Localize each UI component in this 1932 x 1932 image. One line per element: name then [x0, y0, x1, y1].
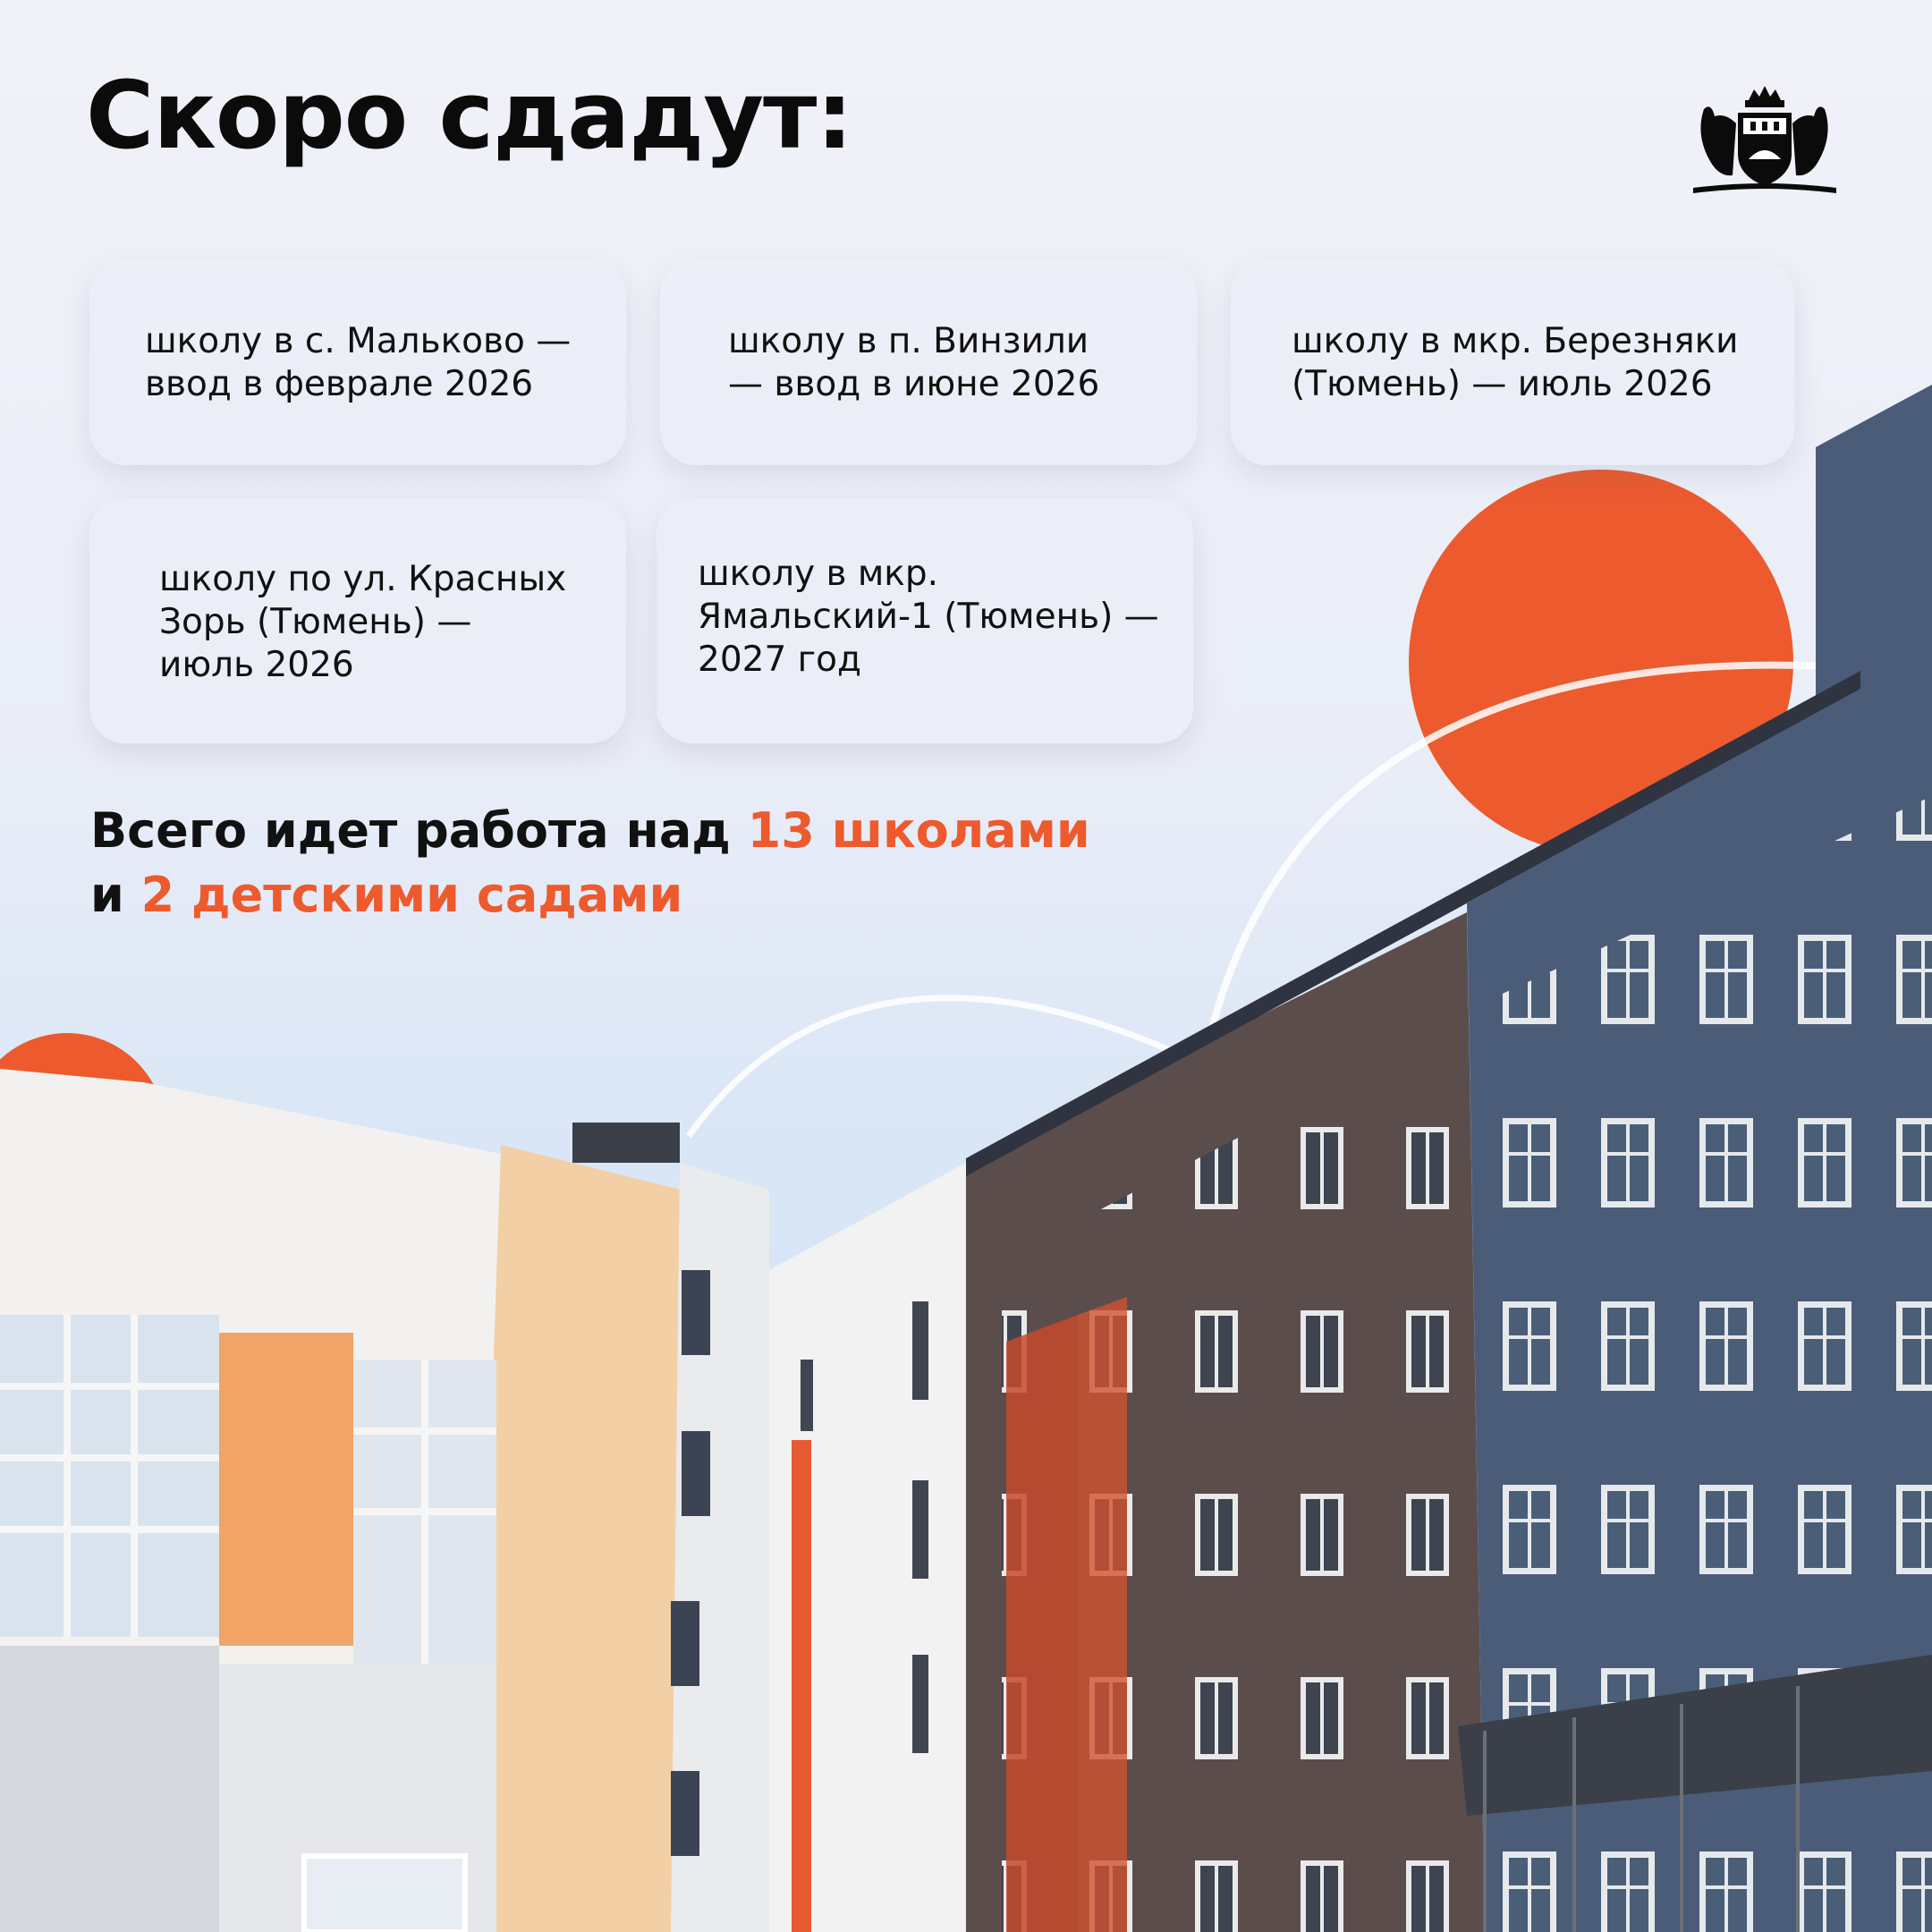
school-card-bereznyaki	[1231, 259, 1794, 465]
card-text: школу по ул. Красных Зорь (Тюмень) — июль 2026	[159, 559, 567, 685]
summary-text	[90, 799, 1090, 928]
school-card-malkovo	[89, 259, 626, 465]
card-text: школу в с. Мальково — ввод в феврале 2026	[145, 321, 572, 404]
summary-prefix: Всего идет работа над	[90, 802, 748, 859]
kindergartens-count: 2 детскими садами	[140, 867, 683, 923]
school-card-krasnykh-zor	[89, 497, 626, 743]
schools-count: 13 школами	[747, 802, 1090, 859]
summary-connector: и	[90, 867, 141, 923]
card-text: школу в мкр. Ямальский-1 (Тюмень) — 2027 год	[698, 554, 1159, 680]
card-text: школу в мкр. Березняки (Тюмень) — июль 2026	[1292, 321, 1739, 404]
tyumen-region-coat-of-arms-icon	[1686, 82, 1843, 203]
school-card-vinzili	[660, 259, 1197, 465]
page-title: Скоро сдадут:	[86, 61, 852, 170]
card-text: школу в п. Винзили — ввод в июне 2026	[728, 321, 1100, 404]
school-card-yamalsky	[657, 497, 1193, 743]
